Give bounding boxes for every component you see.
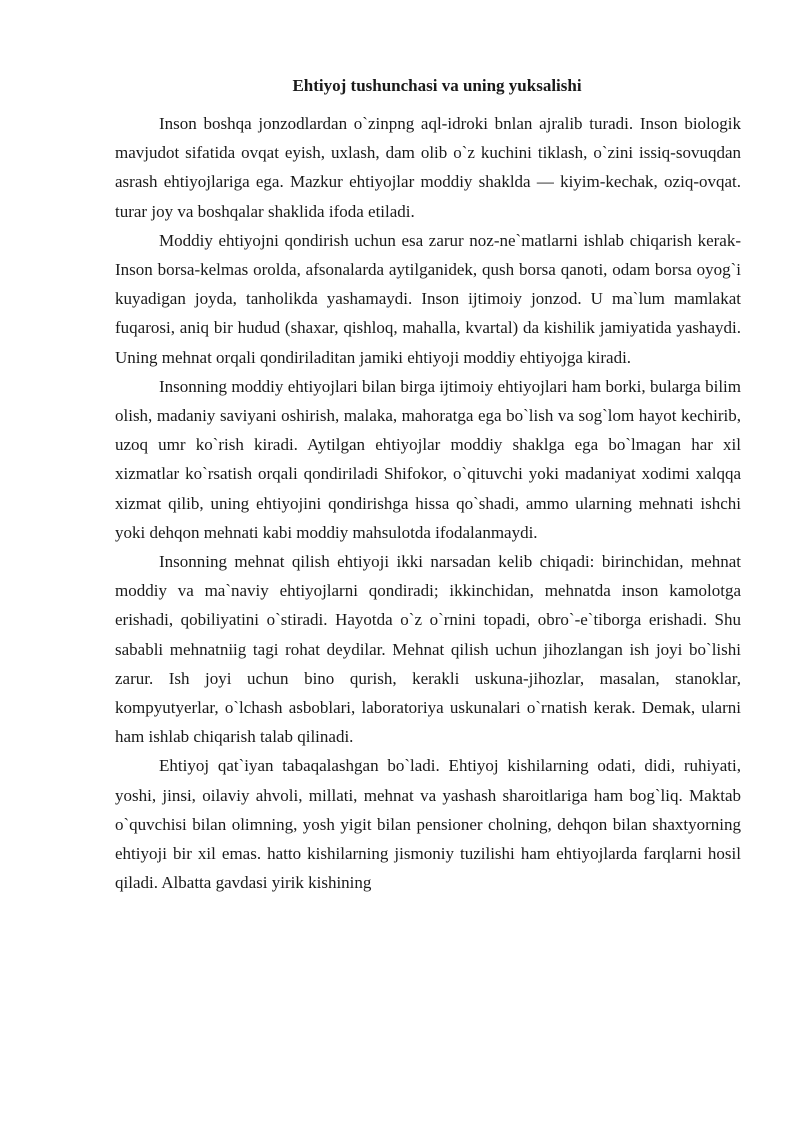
document-page — [115, 74, 741, 897]
paragraph-1: Inson boshqa jonzodlardan o`zinpng aql-idroki bnlan ajralib turadi. Inson biologik mavjudot sifatida ovqat eyish, uxlash, dam olib o`z kuchini tiklash, o`zini issiq-sovuqdan asrash ehtiyojlariga ega. Mazkur ehtiyojlar moddiy shaklda — kiyim-kechak, oziq-ovqat. turar joy va boshqalar shaklida ifoda etiladi. — [115, 114, 741, 221]
paragraph-3: Insonning moddiy ehtiyojlari bilan birga ijtimoiy ehtiyojlari ham borki, bularga bilim olish, madaniy saviyani oshirish, malaka, mahoratga ega bo`lish va sog`lom hayot kechirib, uzoq umr ko`rish kiradi. Aytilgan ehtiyojlar moddiy shaklga ega bo`lmagan har xil xizmatlar ko`rsatish orqali qondiriladi Shifokor, o`qituvchi yoki madaniyat xodimi xalqqa xizmat qilib, uning ehtiyojini qondirishga hissa qo`shadi, ammo ularning mehnati ishchi yoki dehqon mehnati kabi moddiy mahsulotda ifodalanmaydi. — [115, 376, 741, 542]
paragraph-2: Moddiy ehtiyojni qondirish uchun esa zarur noz-ne`matlarni ishlab chiqarish kerak- Inson borsa-kelmas orolda, afsonalarda aytilganidek, qush borsa qanoti, odam borsa oyog`i kuyadigan joyda, tanholikda yashamaydi. Inson ijtimoiy jonzod. U ma`lum mamlakat fuqarosi, aniq bir hudud (shaxar, qishloq, mahalla, kvartal) da kishilik jamiyatida yashaydi. Uning mehnat orqali qondiriladitan jamiki ehtiyoji moddiy ehtiyojga kiradi. — [115, 230, 741, 367]
paragraph-4: Insonning mehnat qilish ehtiyoji ikki narsadan kelib chiqadi: birinchidan, mehnat moddiy va ma`naviy ehtiyojlarni qondiradi; ikkinchidan, mehnatda inson kamolotga erishadi, qobiliyatini o`stiradi. Hayotda o`z o`rnini topadi, obro`-e`tiborga erishadi. Shu sababli mehnatniig tagi rohat deydilar. Mehnat qilish uchun jihozlangan ish joyi bo`lishi zarur. Ish joyi uchun bino qurish, kerakli uskuna-jihozlar, masalan, stanoklar, kompyutyerlar, o`lchash asboblari, laboratoriya uskunalari o`rnatish kerak. Demak, ularni ham ishlab chiqarish talab qilinadi. — [115, 552, 741, 747]
paragraph-5: Ehtiyoj qat`iyan tabaqalashgan bo`ladi. Ehtiyoj kishilarning odati, didi, ruhiyati, yoshi, jinsi, oilaviy ahvoli, millati, mehnat va yashash sharoitlariga ham bog`liq. Maktab o`quvchisi bilan olimning, yosh yigit bilan pensioner cholning, dehqon bilan shaxtyorning ehtiyoji bir xil emas. hatto kishilarning jismoniy tuzilishi ham ehtiyojlarda farqlarni hosil qiladi. Albatta gavdasi yirik kishining — [115, 756, 741, 893]
document-title: Ehtiyoj tushunchasi va uning yuksalishi — [292, 76, 582, 95]
